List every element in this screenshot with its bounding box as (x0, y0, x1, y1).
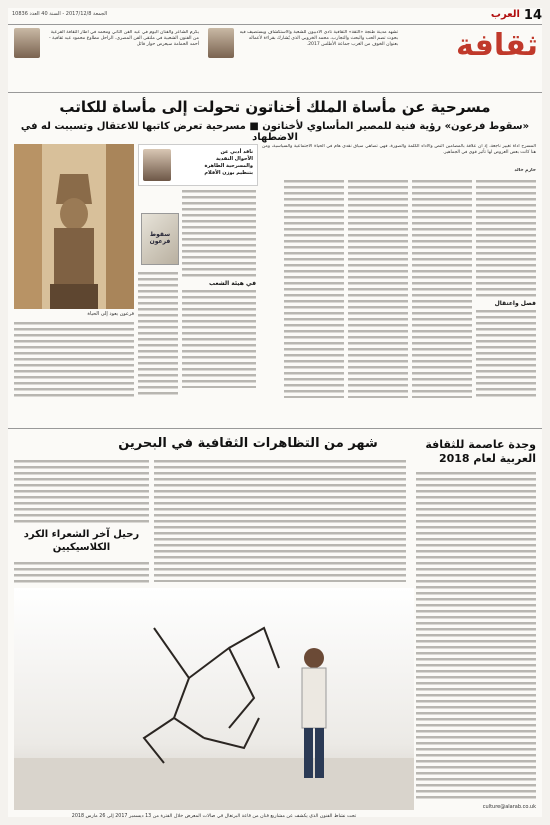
text-column-6 (14, 320, 134, 398)
left-box-headline: رحيل آخر الشعراء الكرد الكلاسيكيين (23, 529, 140, 553)
text-block (476, 308, 536, 398)
col-heading-2: في هيئة الشعب (208, 280, 256, 287)
art-installation-photo (14, 588, 414, 810)
author-box (138, 144, 258, 186)
text-block (14, 458, 149, 524)
book-cover (141, 213, 179, 265)
page-header (8, 8, 542, 25)
statue-illustration (14, 144, 134, 309)
masthead-logo: العرب (490, 9, 520, 20)
text-block (416, 470, 536, 800)
statue-caption: فرعون يعود إلى الحياة (87, 311, 134, 317)
dateline: الجمعة 2017/12/8 - السنة 40 العدد 10836 (12, 11, 108, 17)
page-number: 14 (523, 8, 542, 23)
text-block (476, 178, 536, 298)
col-heading-1: فصل واعتقال (494, 300, 536, 307)
text-block (14, 560, 149, 584)
bahrain-text (154, 458, 406, 582)
text-block (284, 178, 344, 398)
text-column-2 (412, 178, 472, 398)
text-column-7 (138, 270, 178, 398)
left-top-text (14, 458, 149, 524)
text-block (154, 458, 406, 582)
contact-email: culture@alarab.co.uk (482, 804, 536, 810)
text-block (14, 320, 134, 398)
teaser-right: تشهد مدينة طنجة «الثقة» الثقافية نادي الأدبيون للشعبة والاستكشاف ويستضيف فيه بحوث تضم الحب والبحث والتجارب، محمد الخروبي الذي يُشارك بقراءة لأعماله بعنوان الخوف من الغرب جماعة الأطلس 2017. (239, 30, 398, 47)
story-divider (8, 428, 542, 429)
statue-photo (14, 144, 134, 309)
sculpture-illustration (14, 588, 414, 810)
teaser-photo-right (208, 28, 234, 58)
header-divider (8, 92, 542, 93)
main-subhead: «سقوط فرعون» رؤية فنية للمصير المأساوي لأخناتون ■ مسرحية تعرض كاتبها للاعتقال وتسببت له في الاضطهاد (20, 121, 530, 143)
byline: حازم خالد (514, 168, 536, 173)
art-photo-caption: تحت نشاط الفنون الذي يكشف عن مشاريع فنان من قاعة البرتغال في صالات المعرض خلال الفترة من 13 ديسمبر 2017 إلى 26 مارس 2018 (71, 814, 357, 819)
text-block (412, 178, 472, 398)
teaser-left (44, 30, 199, 56)
teaser-left-text: يكرم الشاعر والفنان اليوم في عيد الفن الثاني ومحمد في اطار الثقافة الفرعية من الفنون الشعبية في ملتقى الفن المصري. (50, 30, 199, 41)
author-box-text: ناقد أدبي عن الأحوال النقدية والمسرحية الطاهرة بتنظيم بوزن الأفلام (204, 149, 253, 176)
intro-text: المسرح أداة تغيير ناجعة، إذ أن علاقة بالمضامين النص والأداء الكلمة والصورة، فهي تضاهي سياق نقدي هام في الحياة الاجتماعية والسياسية، ومن هنا كانت بعض العروض لها تأثير قوي في الجماهير. (262, 144, 536, 155)
text-column-5 (182, 188, 256, 398)
left-box (14, 528, 149, 554)
text-block (348, 178, 408, 398)
text-column-3 (348, 178, 408, 398)
newspaper-page (8, 8, 542, 817)
wajda-text (416, 470, 536, 800)
teaser-left-caption: الراحل مطاوع محمود عيد ثقافية - أحمد الحمامة سيعرض حوار قائل (49, 36, 199, 47)
text-column-4 (284, 178, 344, 398)
teaser-photo-left (14, 28, 40, 58)
bahrain-headline: شهر من التظاهرات الثقافية في البحرين (118, 436, 378, 451)
author-photo (143, 149, 171, 181)
book-title: سقوط فرعون (149, 231, 171, 245)
left-box-text (14, 560, 149, 584)
section-title: ثقافة (456, 28, 538, 63)
wajda-headline: وجدة عاصمة للثقافة العربية لعام 2018 (425, 438, 536, 465)
main-headline: مسرحية عن مأساة الملك أخناتون تحولت إلى مأساة للكاتب (59, 98, 491, 116)
text-block (182, 288, 256, 388)
text-column-1 (476, 178, 536, 398)
text-block (182, 188, 256, 278)
text-block (138, 270, 178, 398)
